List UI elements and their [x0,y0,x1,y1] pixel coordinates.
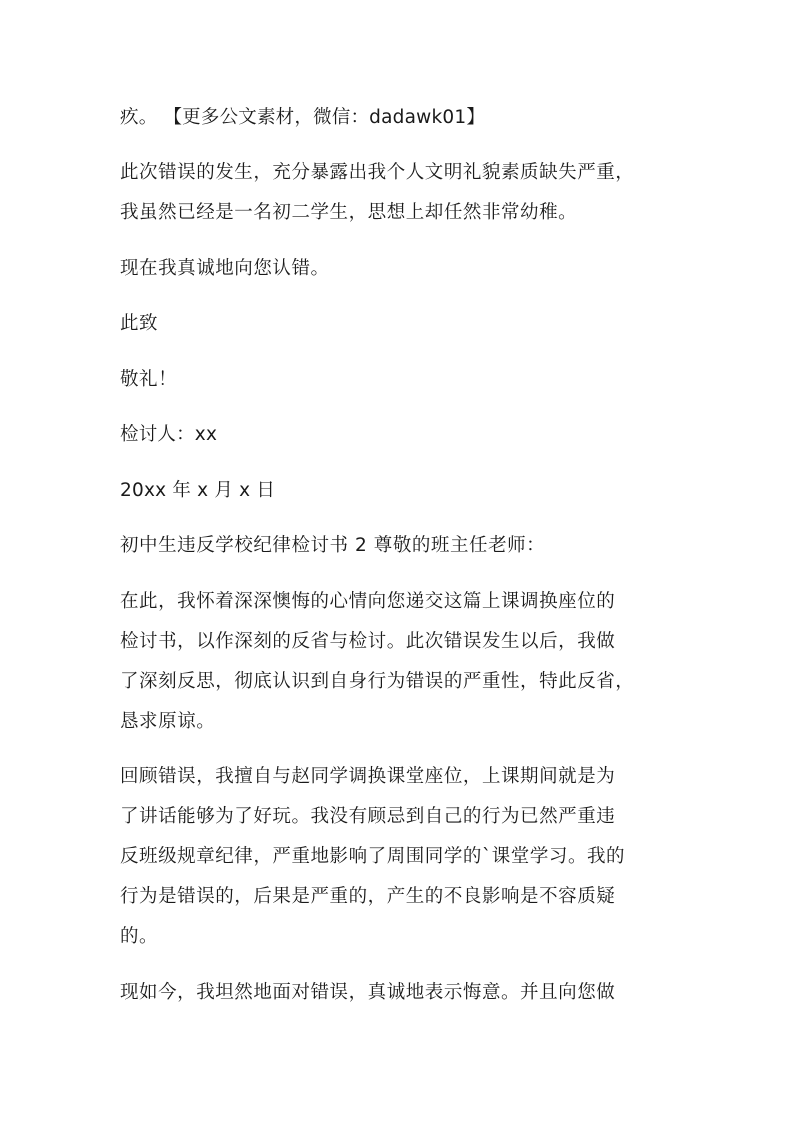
text-line: 现如今，我坦然地面对错误，真诚地表示悔意。并且向您做 [120,982,616,1003]
text-line: 的。 [120,926,159,947]
text-line: 敬礼！ [120,369,178,390]
text-line: 了深刻反思，彻底认识到自身行为错误的严重性，特此反省， [120,671,635,692]
text-line: 我虽然已经是一名初二学生，思想上却任然非常幼稚。 [120,202,578,223]
text-line: 恳求原谅。 [120,711,216,732]
text-line: 检讨书，以作深刻的反省与检讨。此次错误发生以后，我做 [120,631,616,652]
text-line: 行为是错误的，后果是严重的，产生的不良影响是不容质疑 [120,886,616,907]
text-line: 现在我真诚地向您认错。 [120,258,330,279]
text-line: 此致 [120,313,159,334]
text-line: 初中生违反学校纪律检讨书 2 尊敬的班主任老师： [120,535,546,556]
text-line: 了讲话能够为了好玩。我没有顾忌到自己的行为已然严重违 [120,806,616,827]
text-line: 反班级规章纪律，严重地影响了周围同学的`课堂学习。我的 [120,846,626,867]
text-line: 检讨人：xx [120,424,218,445]
text-line: 疚。 【更多公文素材，微信：dadawk01】 [120,107,486,128]
text-line: 此次错误的发生，充分暴露出我个人文明礼貌素质缺失严重， [120,162,635,183]
text-line: 回顾错误，我擅自与赵同学调换课堂座位，上课期间就是为 [120,766,616,787]
text-line: 20xx 年 x 月 x 日 [120,480,276,501]
text-line: 在此，我怀着深深懊悔的心情向您递交这篇上课调换座位的 [120,591,616,612]
